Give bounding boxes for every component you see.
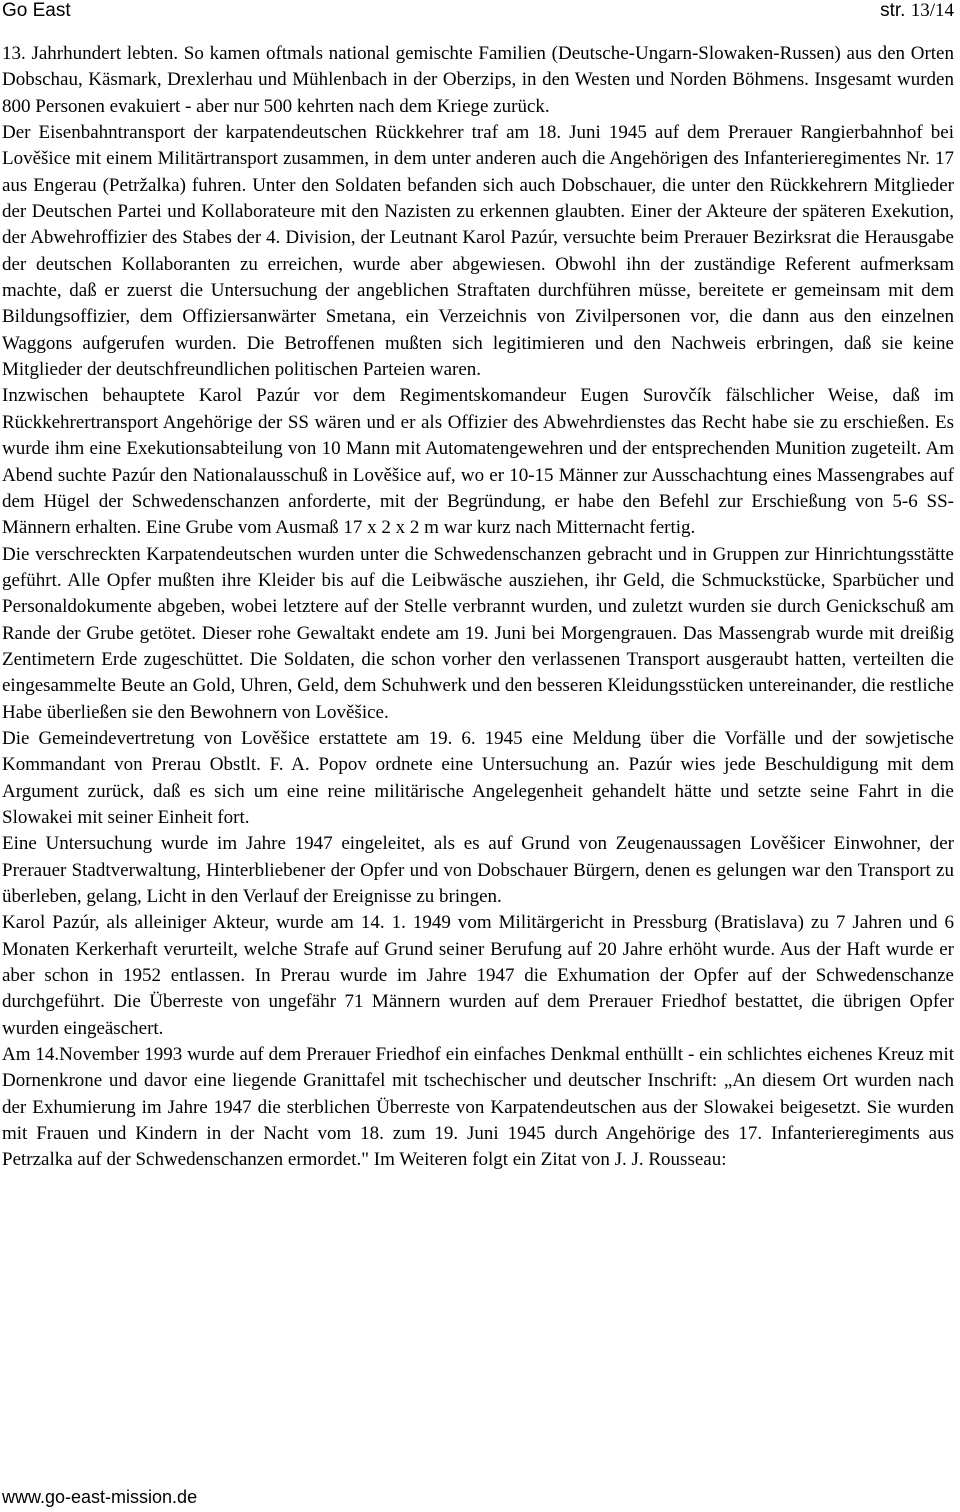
paragraph-4: Die verschreckten Karpatendeutschen wurden unter die Schwedenschanzen gebracht und in Gruppen zur Hinrichtungsstätte geführt. Alle Opfer mußten ihre Kleider bis auf die Leibwäsche ausziehen, ihr Geld, die Schmuckstücke, Sparbücher und Personaldokumente abgeben, wobei letztere auf der Stelle verbrannt wurden, und zuletzt wurden sie durch Genickschuß am Rande der Grube getötet. Dieser rohe Gewaltakt endete am 19. Juni bei Morgengrauen. Das Massengrab wurde mit dreißig Zentimetern Erde zugeschüttet. Die Soldaten, die schon vorher den verlassenen Transport ausgeraubt hatten, verteilten die eingesammelte Beute an Gold, Uhren, Geld, dem Schuhwerk und den besseren Kleidungsstücken untereinander, die restliche Habe überließen sie den Bewohnern von Lověšice. [2,543,954,723]
page-label: str. [880,0,906,21]
paragraph-8: Am 14.November 1993 wurde auf dem Prerauer Friedhof ein einfaches Denkmal enthüllt - ein schlichtes eichenes Kreuz mit Dornenkrone und davor eine liegende Granittafel mit tschechischer und deutscher Inschrift: „An diesem Ort wurden nach der Exhumierung im Jahre 1947 die sterblichen Überreste von Karpatendeutschen aus der Slowakei beigesetzt. Sie wurden mit Frauen und Kindern in der Nacht vom 18. zum 19. Juni 1945 durch Angehörige des 17. Infanterieregiments aus Petrzalka auf der Schwedenschanzen ermordet." Im Weiteren folgt ein Zitat von J. J. Rousseau: [2,1044,954,1171]
document-body [2,41,954,1174]
page-header [0,0,960,24]
site-title: Go East [2,0,71,21]
paragraph-3: Inzwischen behauptete Karol Pazúr vor dem Regimentskomandeur Eugen Surovčík fälschlicher Weise, daß im Rückkehrertransport Angehörige der SS wären und er als Offizier des Abwehrdienstes das Recht habe sie zu erschießen. Es wurde ihm eine Exekutionsabteilung von 10 Mann mit Automatengewehren und der entsprechenden Munition zugeteilt. Am Abend suchte Pazúr den Nationalausschuß in Lověšice auf, wo er 10-15 Männer zur Ausschachtung eines Massengrabes auf dem Hügel der Schwedenschanzen anforderte, mit der Begründung, er habe den Befehl zur Erschießung von 5-6 SS-Männern erhalten. Eine Grube vom Ausmaß 17 x 2 x 2 m war kurz nach Mitternacht fertig. [2,385,954,539]
paragraph-5: Die Gemeindevertretung von Lověšice erstattete am 19. 6. 1945 eine Meldung über die Vorfälle und der sowjetische Kommandant von Prerau Obstlt. F. A. Popov ordnete eine Untersuchung an. Pazúr wies jede Beschuldigung mit dem Argument zurück, daß es sich um eine reine militärische Angelegenheit gehandelt hätte und setzte seine Fahrt in die Slowakei mit seiner Einheit fort. [2,727,954,828]
paragraph-2: Der Eisenbahntransport der karpatendeutschen Rückkehrer traf am 18. Juni 1945 auf dem Prerauer Rangierbahnhof bei Lověšice mit einem Militärtransport zusammen, in dem unter anderen auch die Angehörigen des Infanterieregimentes Nr. 17 aus Engerau (Petržalka) fuhren. Unter den Soldaten befanden sich auch Dobschauer, die unter den Rückkehrern Mitglieder der Deutschen Partei und Kollaborateure mit den Nazisten zu erkennen glaubten. Einer der Akteure der späteren Exekution, der Abwehroffizier des Stabes der 4. Division, der Leutnant Karol Pazúr, versuchte beim Prerauer Bezirksrat die Herausgabe der deutschen Kollaboranten zu erreichen, wurde aber abgewiesen. Obwohl ihn der zuständige Referent aufmerksam machte, daß er zuerst die Untersuchung der angeblichen Straftaten durchführen müsse, bereitete er gemeinsam mit dem Bildungsoffizier, dem Offiziersanwärter Smetana, ein Verzeichnis von Zivilpersonen vor, die dann aus den einzelnen Waggons aufgerufen wurden. Die Betroffenen mußten sich legitimieren und den Nachweis erbringen, daß sie keine Mitglieder der deutschfreundlichen politischen Parteien waren. [2,122,954,381]
footer-url: www.go-east-mission.de [2,1487,198,1507]
page-number: 13/14 [910,0,954,21]
paragraph-1: 13. Jahrhundert lebten. So kamen oftmals national gemischte Familien (Deutsche-Ungarn-Slowaken-Russen) aus den Orten Dobschau, Käsmark, Drexlerhau und Mühlenbach in der Oberzips, in den Westen und Norden Böhmens. Insgesamt wurden 800 Personen evakuiert - aber nur 500 kehrten nach dem Kriege zurück. [2,43,954,117]
paragraph-7: Karol Pazúr, als alleiniger Akteur, wurde am 14. 1. 1949 vom Militärgericht in Pressburg (Bratislava) zu 7 Jahren und 6 Monaten Kerkerhaft verurteilt, welche Strafe auf Grund seiner Berufung auf 20 Jahre erhöht wurde. Aus der Haft wurde er aber schon in 1952 entlassen. In Prerau wurde im Jahre 1947 die Exhumation der Opfer auf der Schwedenschanze durchgeführt. Die Überreste von ungefähr 71 Männern wurden auf dem Prerauer Friedhof bestattet, die übrigen Opfer wurden eingeäschert. [2,912,954,1039]
paragraph-6: Eine Untersuchung wurde im Jahre 1947 eingeleitet, als es auf Grund von Zeugenaussagen Lověšicer Einwohner, der Prerauer Stadtverwaltung, Hinterbliebener der Opfer und von Dobschauer Bürgern, denen es gelungen war den Transport zu überleben, gelang, Licht in den Verlauf der Ereignisse zu bringen. [2,833,954,907]
page-indicator [880,0,954,22]
